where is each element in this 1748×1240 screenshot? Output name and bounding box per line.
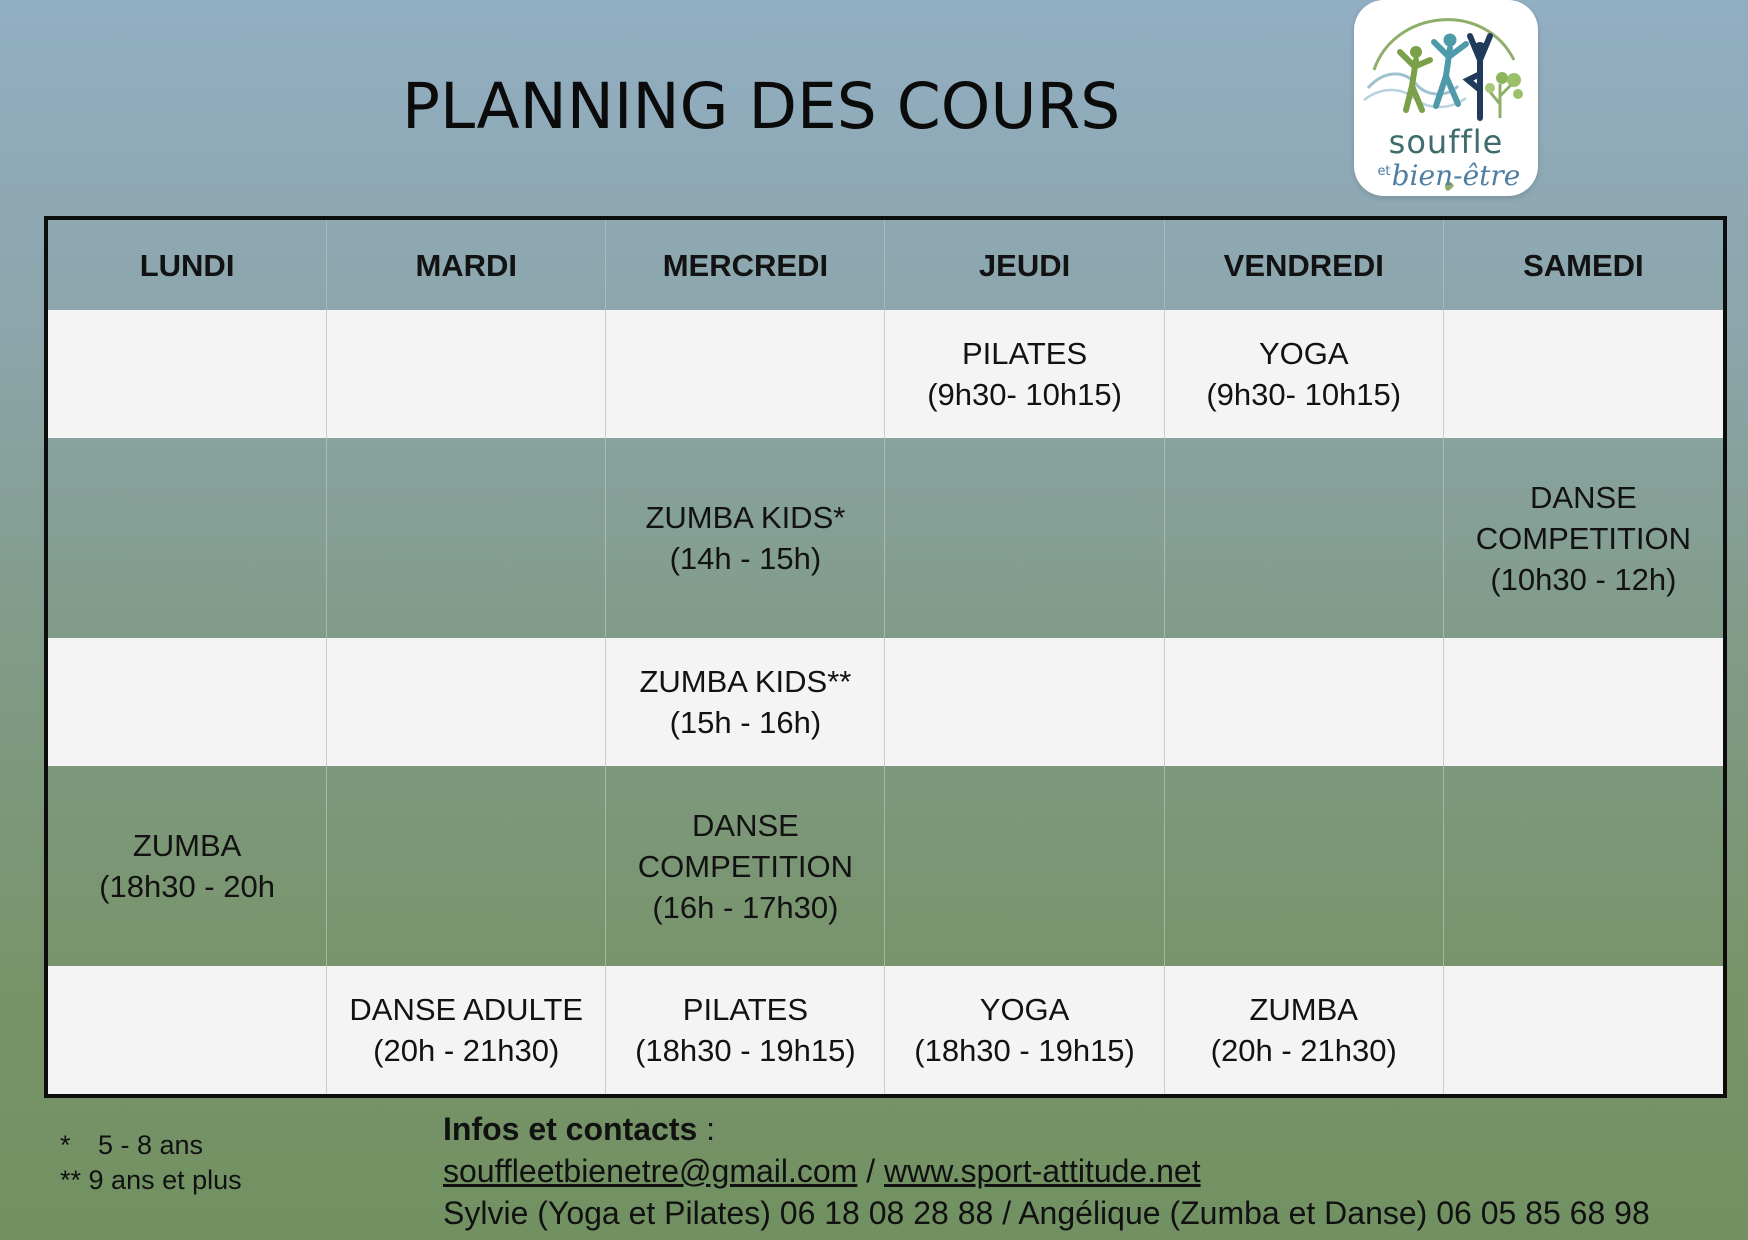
schedule-cell — [1165, 438, 1444, 638]
schedule-cell — [606, 966, 885, 1094]
schedule-cell — [606, 638, 885, 766]
schedule-cell — [606, 438, 885, 638]
logo-word-et: et — [1377, 164, 1391, 179]
schedule-cell — [885, 438, 1164, 638]
class-entry: DANSE ADULTE (20h - 21h30) — [349, 992, 584, 1068]
footnote-2 — [60, 1163, 242, 1198]
schedule-cell — [1444, 638, 1723, 766]
contacts-separator: / — [857, 1153, 884, 1189]
schedule-table — [44, 216, 1727, 1098]
contacts-block — [443, 1108, 1650, 1234]
schedule-cell — [885, 766, 1164, 966]
footnotes — [60, 1128, 242, 1198]
schedule-cell — [885, 966, 1164, 1094]
day-header-lundi: LUNDI — [48, 220, 327, 310]
logo — [1354, 0, 1538, 196]
page-title: PLANNING DES COURS — [402, 70, 1121, 143]
schedule-cell — [48, 638, 327, 766]
class-entry: PILATES (9h30- 10h15) — [927, 336, 1122, 412]
contacts-phones: Sylvie (Yoga et Pilates) 06 18 08 28 88 / Angélique (Zumba et Danse) 06 05 85 68 98 — [443, 1195, 1650, 1231]
schedule-cell — [1165, 638, 1444, 766]
schedule-cell — [48, 438, 327, 638]
schedule-cell — [1444, 766, 1723, 966]
contacts-heading — [443, 1108, 1650, 1150]
schedule-cell — [327, 638, 606, 766]
schedule-cell — [1165, 966, 1444, 1094]
footnote-2-text: 9 ans et plus — [88, 1165, 242, 1195]
schedule-cell — [1165, 766, 1444, 966]
schedule-cell — [1444, 966, 1723, 1094]
footnote-1-text: 5 - 8 ans — [98, 1130, 204, 1160]
footnote-1 — [60, 1128, 242, 1163]
class-entry: DANSE COMPETITION (16h - 17h30) — [637, 807, 854, 925]
day-header-vendredi: VENDREDI — [1165, 220, 1444, 310]
class-entry: YOGA (9h30- 10h15) — [1206, 336, 1402, 412]
schedule-cell — [606, 766, 885, 966]
logo-word-sub: bien-être — [1391, 159, 1521, 192]
footnote-2-mark: ** — [60, 1165, 82, 1195]
class-entry: PILATES (18h30 - 19h15) — [635, 992, 856, 1068]
email-link[interactable]: souffleetbienetre@gmail.com — [443, 1153, 858, 1189]
class-entry: DANSE COMPETITION (10h30 - 12h) — [1475, 479, 1692, 597]
class-entry: ZUMBA KIDS** (15h - 16h) — [639, 664, 852, 740]
website-link[interactable]: www.sport-attitude.net — [884, 1153, 1201, 1189]
schedule-cell — [885, 310, 1164, 438]
schedule-cell — [48, 966, 327, 1094]
schedule-cell — [606, 310, 885, 438]
class-entry: YOGA (18h30 - 19h15) — [914, 992, 1135, 1068]
schedule-cell — [327, 438, 606, 638]
logo-word-main: souffle — [1388, 123, 1504, 161]
day-header-samedi: SAMEDI — [1523, 247, 1644, 283]
schedule-cell — [48, 310, 327, 438]
schedule-cell — [1444, 310, 1723, 438]
schedule-cell — [327, 966, 606, 1094]
day-header-jeudi: JEUDI — [885, 220, 1164, 310]
contacts-title-suffix: : — [697, 1111, 716, 1147]
class-entry: ZUMBA (20h - 21h30) — [1210, 992, 1397, 1068]
schedule-cell — [1165, 310, 1444, 438]
class-entry: ZUMBA (18h30 - 20h — [99, 828, 275, 904]
class-entry: ZUMBA KIDS* (14h - 15h) — [645, 500, 846, 576]
contacts-links — [443, 1150, 1650, 1192]
contacts-title: Infos et contacts — [443, 1111, 698, 1147]
day-header-mercredi: MERCREDI — [606, 220, 885, 310]
schedule-cell — [885, 638, 1164, 766]
schedule-cell — [1444, 438, 1723, 638]
footnote-1-mark: * — [60, 1130, 71, 1160]
schedule-cell — [327, 766, 606, 966]
schedule-cell — [48, 766, 327, 966]
day-header-mardi: MARDI — [327, 220, 606, 310]
schedule-cell — [327, 310, 606, 438]
